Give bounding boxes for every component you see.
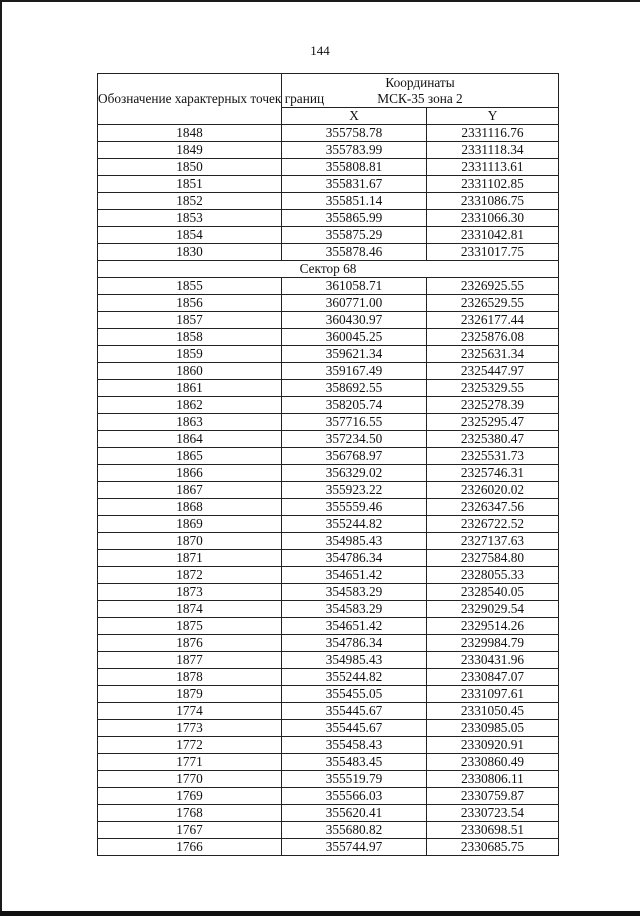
cell-point: 1770: [98, 771, 282, 788]
cell-point: 1865: [98, 448, 282, 465]
cell-x: 355620.41: [282, 805, 427, 822]
cell-y: 2326020.02: [427, 482, 559, 499]
cell-point: 1872: [98, 567, 282, 584]
scan-edge-left: [0, 0, 2, 916]
table-row: [98, 278, 559, 295]
cell-point: 1861: [98, 380, 282, 397]
cell-y: 2326925.55: [427, 278, 559, 295]
cell-y: 2325329.55: [427, 380, 559, 397]
table-row: [98, 227, 559, 244]
cell-y: 2326347.56: [427, 499, 559, 516]
cell-x: 355875.29: [282, 227, 427, 244]
table-row: [98, 703, 559, 720]
cell-x: 356329.02: [282, 465, 427, 482]
cell-point: 1849: [98, 142, 282, 159]
cell-point: 1864: [98, 431, 282, 448]
header-group-subtitle: МСК-35 зона 2: [377, 90, 463, 106]
cell-y: 2331066.30: [427, 210, 559, 227]
cell-y: 2329514.26: [427, 618, 559, 635]
cell-y: 2325746.31: [427, 465, 559, 482]
table-row: [98, 788, 559, 805]
cell-x: 355445.67: [282, 720, 427, 737]
cell-y: 2328540.05: [427, 584, 559, 601]
coordinates-table: [97, 73, 559, 856]
cell-y: 2325876.08: [427, 329, 559, 346]
cell-x: 355758.78: [282, 125, 427, 142]
table-row: [98, 754, 559, 771]
cell-point: 1879: [98, 686, 282, 703]
cell-y: 2330985.05: [427, 720, 559, 737]
cell-x: 360430.97: [282, 312, 427, 329]
table-row: [98, 771, 559, 788]
cell-x: 355559.46: [282, 499, 427, 516]
cell-x: 357234.50: [282, 431, 427, 448]
cell-x: 355244.82: [282, 516, 427, 533]
scan-edge-top: [0, 0, 640, 2]
table-row: [98, 601, 559, 618]
cell-x: 355680.82: [282, 822, 427, 839]
cell-x: 355244.82: [282, 669, 427, 686]
cell-x: 360045.25: [282, 329, 427, 346]
table-row: [98, 516, 559, 533]
table-row: [98, 159, 559, 176]
cell-point: 1848: [98, 125, 282, 142]
cell-point: 1862: [98, 397, 282, 414]
cell-point: 1766: [98, 839, 282, 856]
cell-point: 1772: [98, 737, 282, 754]
cell-point: 1771: [98, 754, 282, 771]
header-point-label: Обозначение характерных точек границ: [98, 74, 282, 125]
cell-y: 2326177.44: [427, 312, 559, 329]
cell-x: 354985.43: [282, 652, 427, 669]
cell-point: 1769: [98, 788, 282, 805]
cell-point: 1874: [98, 601, 282, 618]
table-row: [98, 193, 559, 210]
table-row: [98, 720, 559, 737]
cell-point: 1878: [98, 669, 282, 686]
table-row: [98, 805, 559, 822]
cell-x: 355783.99: [282, 142, 427, 159]
cell-point: 1855: [98, 278, 282, 295]
cell-x: 355458.43: [282, 737, 427, 754]
header-y: Y: [427, 108, 559, 125]
cell-y: 2331042.81: [427, 227, 559, 244]
table-row: [98, 380, 559, 397]
cell-y: 2331017.75: [427, 244, 559, 261]
table-row: [98, 244, 559, 261]
cell-x: 355566.03: [282, 788, 427, 805]
cell-y: 2331086.75: [427, 193, 559, 210]
cell-x: 354985.43: [282, 533, 427, 550]
cell-y: 2330920.91: [427, 737, 559, 754]
cell-y: 2330685.75: [427, 839, 559, 856]
cell-y: 2330431.96: [427, 652, 559, 669]
cell-y: 2325447.97: [427, 363, 559, 380]
table-row: [98, 397, 559, 414]
cell-y: 2327137.63: [427, 533, 559, 550]
cell-y: 2331116.76: [427, 125, 559, 142]
table-row: [98, 482, 559, 499]
cell-y: 2331113.61: [427, 159, 559, 176]
cell-x: 354651.42: [282, 618, 427, 635]
table-row: [98, 550, 559, 567]
cell-y: 2326529.55: [427, 295, 559, 312]
cell-x: 358692.55: [282, 380, 427, 397]
cell-x: 354651.42: [282, 567, 427, 584]
table-row: [98, 567, 559, 584]
scan-edge-bottom: [0, 911, 640, 916]
table-row: [98, 176, 559, 193]
cell-x: 354786.34: [282, 635, 427, 652]
header-group-title: Координаты: [385, 74, 455, 90]
cell-y: 2330698.51: [427, 822, 559, 839]
cell-y: 2327584.80: [427, 550, 559, 567]
cell-point: 1876: [98, 635, 282, 652]
table-row: [98, 499, 559, 516]
cell-point: 1870: [98, 533, 282, 550]
cell-point: 1773: [98, 720, 282, 737]
cell-y: 2329984.79: [427, 635, 559, 652]
cell-x: 358205.74: [282, 397, 427, 414]
table-row: [98, 448, 559, 465]
table-row: [98, 346, 559, 363]
table-row: [98, 635, 559, 652]
cell-point: 1767: [98, 822, 282, 839]
cell-x: 355923.22: [282, 482, 427, 499]
cell-point: 1830: [98, 244, 282, 261]
cell-point: 1869: [98, 516, 282, 533]
header-x: X: [282, 108, 427, 125]
cell-x: 355744.97: [282, 839, 427, 856]
cell-point: 1858: [98, 329, 282, 346]
cell-y: 2325531.73: [427, 448, 559, 465]
cell-x: 357716.55: [282, 414, 427, 431]
cell-point: 1857: [98, 312, 282, 329]
cell-point: 1877: [98, 652, 282, 669]
table-row: [98, 533, 559, 550]
table-row: [98, 431, 559, 448]
cell-point: 1863: [98, 414, 282, 431]
cell-y: 2331097.61: [427, 686, 559, 703]
table-row: [98, 295, 559, 312]
cell-x: 361058.71: [282, 278, 427, 295]
cell-x: 355865.99: [282, 210, 427, 227]
cell-y: 2325278.39: [427, 397, 559, 414]
cell-x: 355455.05: [282, 686, 427, 703]
table-row: [98, 142, 559, 159]
cell-point: 1860: [98, 363, 282, 380]
cell-point: 1768: [98, 805, 282, 822]
cell-y: 2330847.07: [427, 669, 559, 686]
cell-point: 1867: [98, 482, 282, 499]
cell-x: 355445.67: [282, 703, 427, 720]
table-row: [98, 329, 559, 346]
cell-y: 2328055.33: [427, 567, 559, 584]
table-row: [98, 125, 559, 142]
cell-y: 2330723.54: [427, 805, 559, 822]
cell-point: 1871: [98, 550, 282, 567]
cell-point: 1851: [98, 176, 282, 193]
cell-point: 1774: [98, 703, 282, 720]
cell-x: 359621.34: [282, 346, 427, 363]
table-row: [98, 618, 559, 635]
cell-point: 1868: [98, 499, 282, 516]
cell-y: 2330759.87: [427, 788, 559, 805]
table-row: [98, 465, 559, 482]
sector-row: [98, 261, 559, 278]
cell-x: 359167.49: [282, 363, 427, 380]
cell-y: 2330806.11: [427, 771, 559, 788]
cell-x: 355878.46: [282, 244, 427, 261]
cell-x: 355483.45: [282, 754, 427, 771]
table-row: [98, 312, 559, 329]
table-body: [98, 125, 559, 856]
cell-x: 354583.29: [282, 584, 427, 601]
cell-point: 1853: [98, 210, 282, 227]
cell-x: 360771.00: [282, 295, 427, 312]
cell-x: 355831.67: [282, 176, 427, 193]
table-row: [98, 737, 559, 754]
cell-x: 356768.97: [282, 448, 427, 465]
cell-y: 2331102.85: [427, 176, 559, 193]
cell-point: 1873: [98, 584, 282, 601]
table-row: [98, 584, 559, 601]
cell-y: 2331118.34: [427, 142, 559, 159]
cell-y: 2325380.47: [427, 431, 559, 448]
cell-point: 1875: [98, 618, 282, 635]
table-row: [98, 839, 559, 856]
cell-y: 2325295.47: [427, 414, 559, 431]
cell-point: 1854: [98, 227, 282, 244]
table-row: [98, 414, 559, 431]
cell-y: 2326722.52: [427, 516, 559, 533]
cell-y: 2329029.54: [427, 601, 559, 618]
cell-point: 1856: [98, 295, 282, 312]
table-row: [98, 210, 559, 227]
cell-y: 2325631.34: [427, 346, 559, 363]
cell-y: 2330860.49: [427, 754, 559, 771]
table-row: [98, 652, 559, 669]
cell-y: 2331050.45: [427, 703, 559, 720]
cell-x: 355851.14: [282, 193, 427, 210]
cell-x: 354786.34: [282, 550, 427, 567]
sector-label: Сектор 68: [98, 261, 559, 278]
table-row: [98, 669, 559, 686]
cell-point: 1852: [98, 193, 282, 210]
table-row: [98, 363, 559, 380]
cell-x: 355808.81: [282, 159, 427, 176]
table-row: [98, 822, 559, 839]
cell-point: 1859: [98, 346, 282, 363]
cell-point: 1850: [98, 159, 282, 176]
cell-x: 355519.79: [282, 771, 427, 788]
cell-point: 1866: [98, 465, 282, 482]
table-row: [98, 686, 559, 703]
cell-x: 354583.29: [282, 601, 427, 618]
page-number: 144: [310, 43, 330, 58]
